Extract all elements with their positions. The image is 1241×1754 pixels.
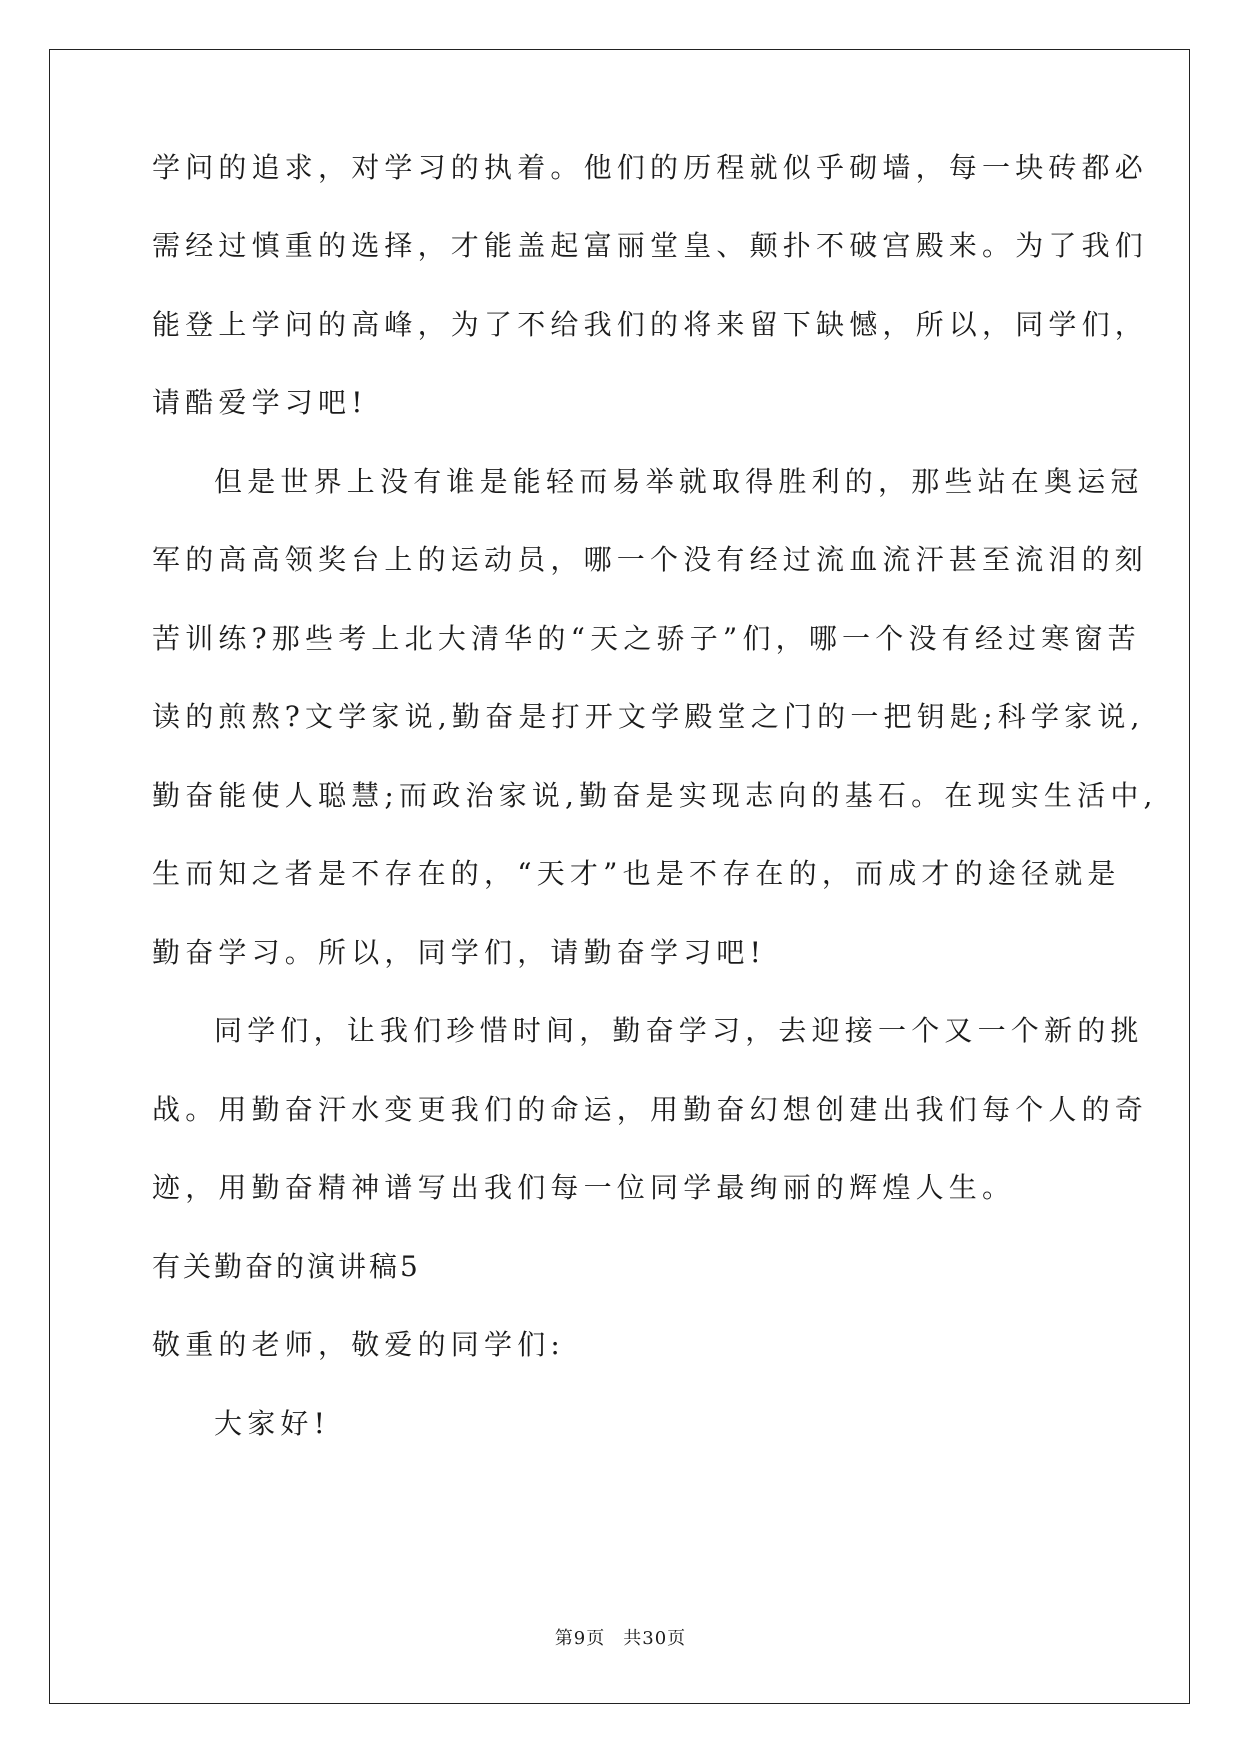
body-text-line: 学问的追求，对学习的执着。他们的历程就似乎砌墙，每一块砖都必: [152, 151, 1149, 184]
body-text-line: 迹，用勤奋精神谱写出我们每一位同学最绚丽的辉煌人生。: [152, 1171, 1016, 1204]
greeting: 大家好!: [214, 1407, 331, 1440]
body-text-line: 同学们，让我们珍惜时间，勤奋学习，去迎接一个又一个新的挑: [214, 1014, 1144, 1047]
page-footer: [0, 1627, 1241, 1651]
page-total: 共30页: [623, 1628, 687, 1649]
page-number: 第9页: [554, 1628, 606, 1649]
body-text-line: 勤奋学习。所以，同学们，请勤奋学习吧!: [152, 936, 767, 969]
body-text-line: 战。用勤奋汗水变更我们的命运，用勤奋幻想创建出我们每个人的奇: [152, 1093, 1149, 1126]
salutation: 敬重的老师，敬爱的同学们:: [152, 1328, 566, 1361]
body-text-line: 但是世界上没有谁是能轻而易举就取得胜利的，那些站在奥运冠: [214, 465, 1144, 498]
body-text-line: 军的高高领奖台上的运动员，哪一个没有经过流血流汗甚至流泪的刻: [152, 543, 1149, 576]
body-text-line: 生而知之者是不存在的，“天才”也是不存在的，而成才的途径就是: [152, 857, 1121, 890]
body-text-line: 苦训练?那些考上北大清华的“天之骄子”们，哪一个没有经过寒窗苦: [152, 622, 1141, 655]
section-heading: 有关勤奋的演讲稿5: [152, 1250, 421, 1283]
body-text-line: 勤奋能使人聪慧;而政治家说,勤奋是实现志向的基石。在现实生活中,: [152, 779, 1158, 812]
body-text-line: 能登上学问的高峰，为了不给我们的将来留下缺憾，所以，同学们，: [152, 308, 1149, 341]
body-text-line: 请酷爱学习吧!: [152, 386, 368, 419]
body-text-line: 需经过慎重的选择，才能盖起富丽堂皇、颠扑不破宫殿来。为了我们: [152, 229, 1149, 262]
body-text-line: 读的煎熬?文学家说,勤奋是打开文学殿堂之门的一把钥匙;科学家说,: [152, 700, 1145, 733]
